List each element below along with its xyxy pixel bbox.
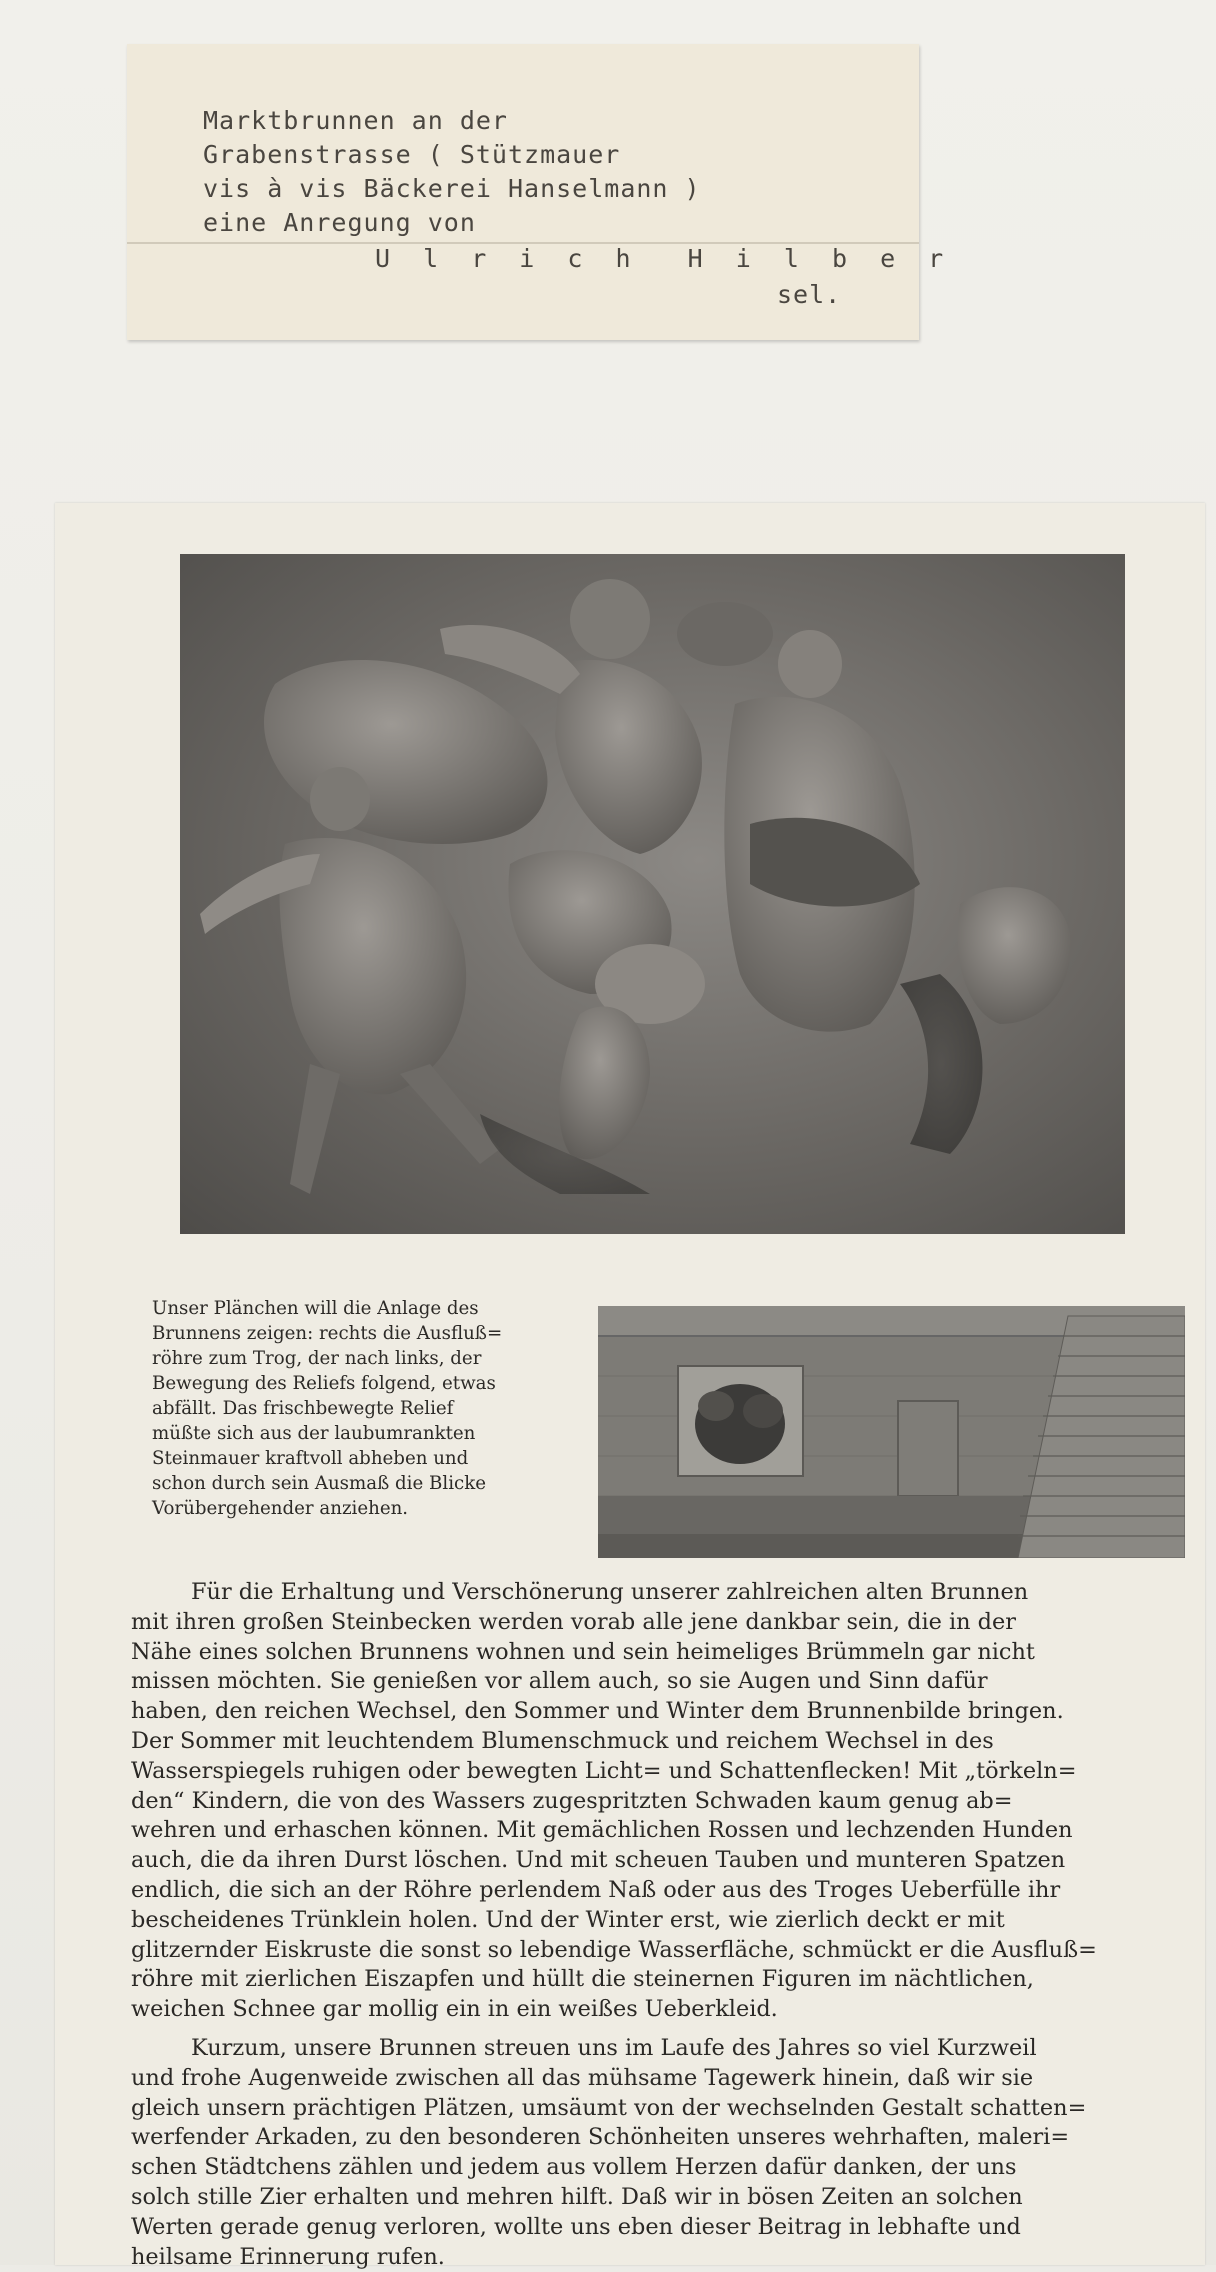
article-line: heilsame Erinnerung rufen. [131, 2243, 445, 2270]
article-line: und frohe Augenweide zwischen all das mühsame Tagewerk hinein, daß wir sie [131, 2064, 1034, 2091]
caption-line-4: Bewegung des Reliefs folgend, etwas [152, 1373, 496, 1394]
caption-line-3: röhre zum Trog, der nach links, der [152, 1348, 482, 1369]
caption-line-5: abfällt. Das frischbewegte Relief [152, 1398, 454, 1419]
article-line: gleich unsern prächtigen Plätzen, umsäumt von der wechselnden Gestalt schatten= [131, 2094, 1087, 2121]
article-line: werfender Arkaden, zu den besonderen Schönheiten unseres wehrhaften, maleri= [131, 2124, 1070, 2151]
plan-caption [152, 1296, 632, 1521]
article-line: schen Städtchens zählen und jedem aus vollem Herzen dafür danken, der uns [131, 2154, 1017, 2181]
article-line: wehren und erhaschen können. Mit gemächlichen Rossen und lechzenden Hunden [131, 1817, 1073, 1844]
caption-line-6: müßte sich aus der laubumrankten [152, 1423, 476, 1444]
newspaper-clipping [55, 503, 1205, 2270]
article-line: bescheidenes Trünklein holen. Und der Winter erst, wie zierlich deckt er mit [131, 1906, 1005, 1933]
article-line: Wasserspiegels ruhigen oder bewegten Licht= und Schattenflecken! Mit „törkeln= [131, 1757, 1077, 1784]
note-line-1: Marktbrunnen an der [203, 106, 508, 135]
caption-line-7: Steinmauer kraftvoll abheben und [152, 1448, 469, 1469]
article-line: Werten gerade genug verloren, wollte uns eben dieser Beitrag in lebhafte und [131, 2213, 1021, 2240]
article-line: röhre mit zierlichen Eiszapfen und hüllt die steinernen Figuren im nächtlichen, [131, 1966, 1034, 1993]
article-line: glitzernder Eiskruste die sonst so lebendige Wasserfläche, schmückt er die Ausfluß= [131, 1936, 1097, 1963]
note-line-3: vis à vis Bäckerei Hanselmann ) [203, 174, 701, 203]
article-line: Der Sommer mit leuchtendem Blumenschmuck und reichem Wechsel in des [131, 1727, 994, 1754]
article-line: Nähe eines solchen Brunnens wohnen und sein heimeliges Brümmeln gar nicht [131, 1638, 1035, 1665]
caption-line-1: Unser Plänchen will die Anlage des [152, 1298, 479, 1319]
article-line: Kurzum, unsere Brunnen streuen uns im Laufe des Jahres so viel Kurzweil [191, 2034, 1037, 2061]
caption-line-2: Brunnens zeigen: rechts die Ausfluß= [152, 1323, 503, 1344]
article-line: endlich, die sich an der Röhre perlendem Naß oder aus des Troges Ueberfülle ihr [131, 1876, 1061, 1903]
typewritten-note [127, 44, 953, 340]
fountain-plan-drawing [598, 1306, 1185, 1558]
article-line: mit ihren großen Steinbecken werden vorab alle jene dankbar sein, die in der [131, 1608, 1016, 1635]
note-suffix: sel. [777, 280, 842, 309]
article-body [131, 1578, 1191, 2272]
fountain-plan-image [598, 1306, 1185, 1558]
article-line: den“ Kindern, die von des Wassers zugespritzten Schwaden kaum genug ab= [131, 1787, 1013, 1814]
note-author: U l r i c h H i l b e r [375, 244, 953, 273]
note-line-4: eine Anregung von [203, 208, 476, 237]
article-line: Für die Erhaltung und Verschönerung unserer zahlreichen alten Brunnen [191, 1579, 1029, 1605]
article-line: weichen Schnee gar mollig ein in ein weißes Ueberkleid. [131, 1996, 778, 2023]
note-line-2: Grabenstrasse ( Stützmauer [203, 140, 621, 169]
article-line: auch, die da ihren Durst löschen. Und mit scheuen Tauben und munteren Spatzen [131, 1847, 1066, 1874]
article-line: solch stille Zier erhalten und mehren hilft. Daß wir in bösen Zeiten an solchen [131, 2183, 1023, 2210]
article-line: missen möchten. Sie genießen vor allem auch, so sie Augen und Sinn dafür [131, 1668, 988, 1695]
relief-photograph [180, 554, 1125, 1234]
relief-figures-image [180, 554, 1125, 1234]
caption-line-8: schon durch sein Ausmaß die Blicke [152, 1473, 486, 1494]
paragraph-gap [131, 2025, 1191, 2034]
article-line: haben, den reichen Wechsel, den Sommer und Winter dem Brunnenbilde bringen. [131, 1698, 1064, 1725]
caption-line-9: Vorübergehender anziehen. [152, 1498, 409, 1519]
